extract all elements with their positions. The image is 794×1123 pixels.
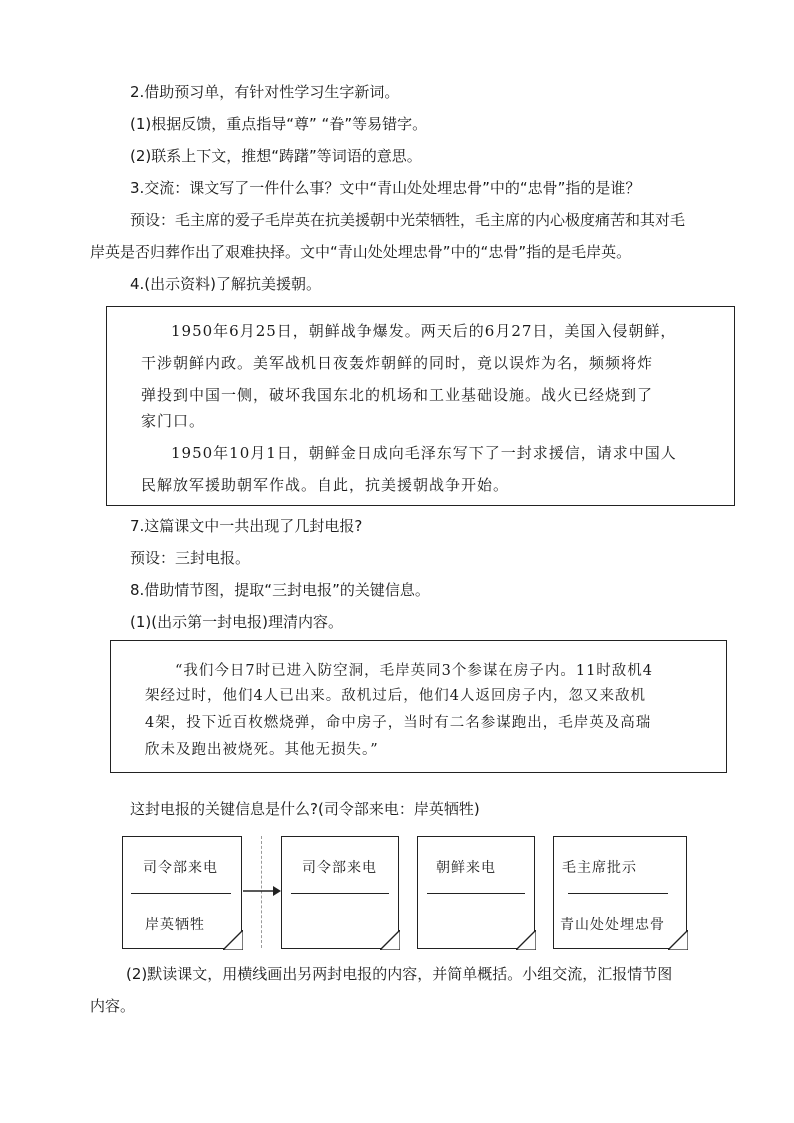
material-line: 1950年6月25日，朝鲜战争爆发。两天后的6月27日，美国入侵朝鲜， (171, 322, 677, 340)
folded-corner-icon (516, 930, 536, 950)
card-answer: 岸英牺牲 (145, 917, 205, 933)
step-8-item-2-line-2: 内容。 (90, 997, 136, 1015)
card-title: 司令部来电 (143, 860, 218, 876)
material-line: 弹投到中国一侧，破坏我国东北的机场和工业基础设施。战火已经烧到了 (141, 386, 654, 404)
card-rule (427, 893, 525, 894)
step-3-answer-line-1: 预设：毛主席的爱子毛岸英在抗美援朝中光荣牺牲，毛主席的内心极度痛苦和其对毛 (130, 211, 686, 229)
step-2-item-2: (2)联系上下文，推想“踌躇”等词语的意思。 (130, 147, 422, 165)
card-title: 司令部来电 (302, 860, 377, 876)
telegram-line: 架经过时，他们4人已出来。敌机过后，他们4人返回房子内，忽又来敌机 (145, 688, 646, 704)
step-4-heading: 4.(出示资料)了解抗美援朝。 (130, 275, 322, 293)
telegram-line: 欣未及跑出被烧死。其他无损失。” (145, 742, 379, 758)
step-3-question: 3.交流：课文写了一件什么事？文中“青山处处埋忠骨”中的“忠骨”指的是谁？ (130, 179, 641, 197)
plot-card-3 (417, 836, 535, 949)
step-3-answer-line-2: 岸英是否归葬作出了艰难抉择。文中“青山处处埋忠骨”中的“忠骨”指的是毛岸英。 (90, 243, 632, 261)
material-line: 1950年10月1日，朝鲜金日成向毛泽东写下了一封求援信，请求中国人 (171, 444, 677, 462)
plot-card-1 (122, 836, 242, 949)
key-info-question: 这封电报的关键信息是什么?(司令部来电：岸英牺牲) (130, 800, 480, 818)
folded-corner-icon (668, 930, 688, 950)
plot-card-2 (281, 836, 399, 949)
telegram-line: 4架，投下近百枚燃烧弹，命中房子，当时有二名参谋跑出，毛岸英及高瑞 (145, 715, 652, 731)
card-title: 朝鲜来电 (436, 860, 496, 876)
material-line: 家门口。 (141, 412, 206, 430)
folded-corner-icon (380, 930, 400, 950)
step-8-item-1: (1)(出示第一封电报)理清内容。 (130, 613, 343, 631)
card-answer: 青山处处埋忠骨 (560, 917, 665, 933)
card-rule (291, 893, 389, 894)
card-rule (568, 893, 668, 894)
telegram-box (110, 640, 727, 773)
step-7-question: 7.这篇课文中一共出现了几封电报? (130, 517, 363, 535)
material-line: 干涉朝鲜内政。美军战机日夜轰炸朝鲜的同时，竟以误炸为名，频频将炸 (141, 354, 654, 372)
arrow-right-icon (243, 884, 281, 898)
step-2-item-1: (1)根据反馈，重点指导“尊” “眷”等易错字。 (130, 115, 428, 133)
step-7-answer: 预设：三封电报。 (130, 549, 251, 567)
folded-corner-icon (223, 930, 243, 950)
step-8-item-2-line-1: (2)默读课文，用横线画出另两封电报的内容，并简单概括。小组交流，汇报情节图 (126, 965, 673, 983)
material-line: 民解放军援助朝军作战。自此，抗美援朝战争开始。 (141, 476, 510, 494)
card-rule (131, 893, 231, 894)
step-2-heading: 2.借助预习单，有针对性学习生字新词。 (130, 83, 400, 101)
history-material-box (106, 306, 735, 506)
plot-card-4 (553, 836, 687, 949)
step-8-heading: 8.借助情节图，提取“三封电报”的关键信息。 (130, 581, 430, 599)
card-title: 毛主席批示 (562, 860, 637, 876)
telegram-line: “我们今日7时已进入防空洞，毛岸英同3个参谋在房子内。11时敌机4 (175, 663, 654, 679)
